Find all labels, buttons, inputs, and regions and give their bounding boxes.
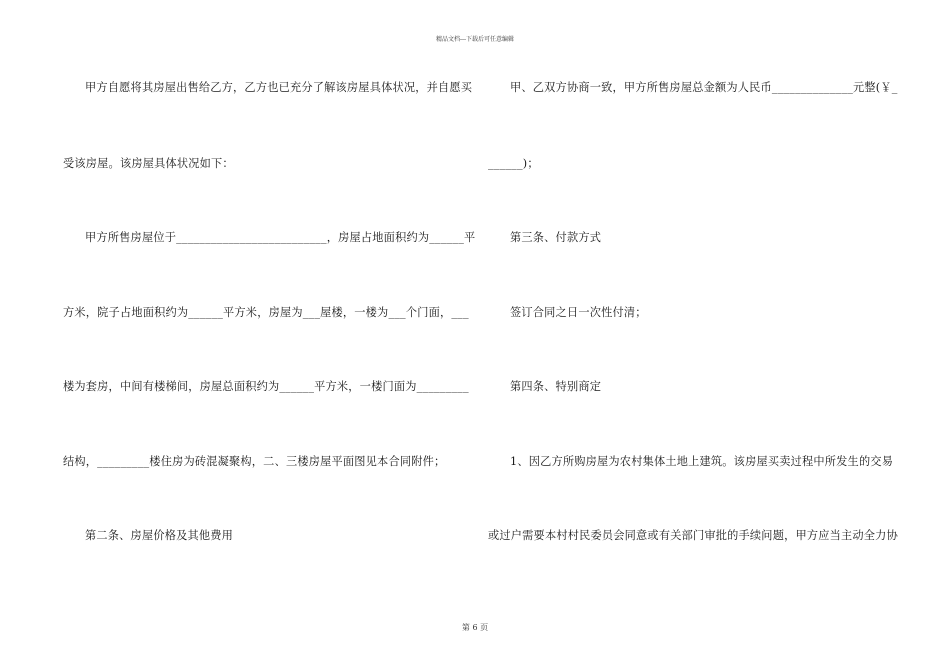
section-heading: 第二条、房屋价格及其他费用 <box>85 529 234 542</box>
text-line: 方米，院子占地面积约为______平方米，房屋为___屋楼，一楼为___个门面，___ <box>63 306 469 319</box>
text-line: 楼为套房，中间有楼梯间，房屋总面积约为______平方米，一楼门面为_________ <box>63 380 469 393</box>
text-line: 甲方所售房屋位于__________________________，房屋占地面积约为______平 <box>85 231 476 244</box>
text-line: 结构，_________楼住房为砖混凝聚构，二、三楼房屋平面图见本合同附件； <box>63 455 446 468</box>
text-line: ______)； <box>488 157 539 170</box>
page-number: 第 6 页 <box>461 623 489 632</box>
section-heading: 第三条、付款方式 <box>510 231 602 244</box>
text-line: 1、因乙方所购房屋为农村集体土地上建筑。该房屋买卖过程中所发生的交易 <box>510 455 894 468</box>
text-line: 签订合同之日一次性付清； <box>510 306 647 319</box>
text-line: 甲、乙双方协商一致，甲方所售房屋总金额为人民币______________元整(￥_ <box>510 81 898 94</box>
section-heading: 第四条、特别商定 <box>510 380 602 393</box>
page-header: 精品文档---下载后可任意编辑 <box>435 36 515 43</box>
right-column <box>488 0 898 672</box>
text-line: 或过户需要本村村民委员会同意或有关部门审批的手续问题，甲方应当主动全力协 <box>488 529 898 542</box>
text-line: 甲方自愿将其房屋出售给乙方，乙方也已充分了解该房屋具体状况，并自愿买 <box>85 81 473 94</box>
text-line: 受该房屋。该房屋具体状况如下： <box>63 157 234 170</box>
